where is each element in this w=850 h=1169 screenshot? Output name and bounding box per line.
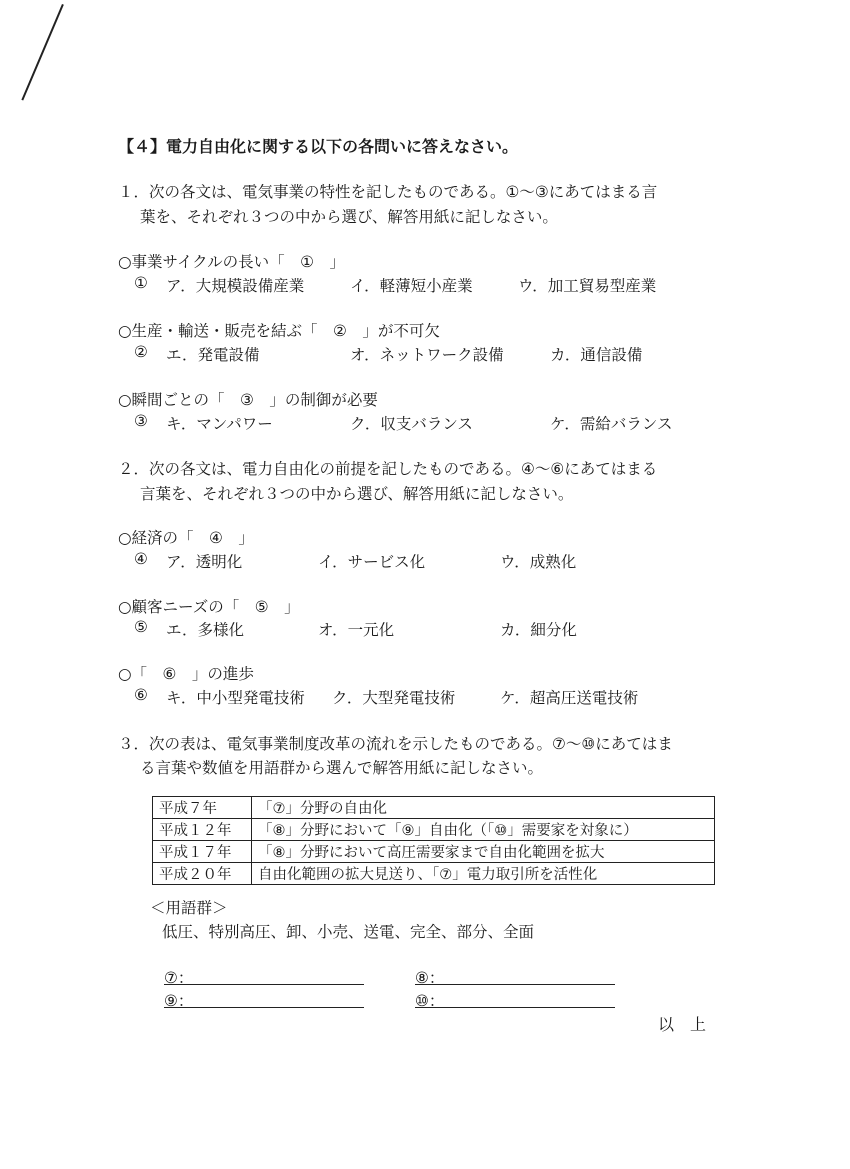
answer-blank-label: ⑩：: [415, 992, 445, 1010]
answer-blank-label: ⑦：: [164, 969, 194, 987]
q2-line1: ２．次の各文は、電力自由化の前提を記したものである。④～⑥にあてはまる: [118, 460, 658, 478]
answer-blank-line: [415, 1007, 615, 1008]
q1-item2-stem: ○生産・輸送・販売を結ぶ「 ② 」が不可欠: [118, 322, 440, 340]
scan-mark: [21, 4, 63, 101]
option: エ．発電設備: [166, 346, 260, 364]
option: カ．細分化: [500, 621, 577, 639]
option: ア．透明化: [166, 553, 243, 571]
option: オ．ネットワーク設備: [350, 346, 504, 364]
q2-item2-stem: ○顧客ニーズの「 ⑤ 」: [118, 598, 300, 616]
option: ク．大型発電技術: [332, 689, 456, 707]
option-number: ⑤: [134, 618, 148, 636]
option: キ．中小型発電技術: [166, 689, 305, 707]
glossary-heading: ＜用語群＞: [150, 899, 228, 917]
option: ケ．需給バランス: [550, 415, 673, 433]
table-cell-desc: 「⑧」分野において「⑨」自由化（「⑩」需要家を対象に）: [252, 819, 715, 841]
q2-item3-stem: ○「 ⑥ 」の進歩: [118, 665, 254, 683]
table-row: [153, 863, 715, 885]
option-number: ①: [134, 274, 148, 292]
answer-blank-line: [164, 984, 364, 985]
table-row: [153, 797, 715, 819]
answer-blank-line: [164, 1007, 364, 1008]
option: エ．多様化: [166, 621, 244, 639]
q1-line1: １．次の各文は、電気事業の特性を記したものである。①～③にあてはまる言: [118, 183, 658, 201]
table-cell-era: 平成１７年: [153, 841, 252, 863]
table-cell-era: 平成２０年: [153, 863, 252, 885]
q1-item1-stem: ○事業サイクルの長い「 ① 」: [118, 253, 346, 271]
option: ウ．加工貿易型産業: [518, 277, 657, 295]
closing-mark: 以 上: [658, 1015, 707, 1034]
q3-line2: る言葉や数値を用語群から選んで解答用紙に記しなさい。: [140, 759, 544, 777]
option: ア．大規模設備産業: [166, 277, 305, 295]
answer-blank-label: ⑨：: [164, 992, 194, 1010]
q1-item3-stem: ○瞬間ごとの「 ③ 」の制御が必要: [118, 391, 378, 409]
option: キ．マンパワー: [166, 415, 273, 433]
q1-line2: 葉を、それぞれ３つの中から選び、解答用紙に記しなさい。: [140, 208, 558, 226]
answer-blank-line: [415, 984, 615, 985]
q3-line1: ３．次の表は、電気事業制度改革の流れを示したものである。⑦～⑩にあてはま: [118, 735, 673, 753]
table-cell-desc: 自由化範囲の拡大見送り、「⑦」電力取引所を活性化: [252, 863, 715, 885]
table-row: [153, 819, 715, 841]
q2-line2: 言葉を、それぞれ３つの中から選び、解答用紙に記しなさい。: [140, 485, 574, 503]
option: ク．収支バランス: [350, 415, 473, 433]
table-cell-desc: 「⑦」分野の自由化: [252, 797, 715, 819]
option: ケ．超高圧送電技術: [500, 689, 639, 707]
reform-timeline-table: [152, 796, 715, 885]
option: イ．軽薄短小産業: [350, 277, 473, 295]
q2-item1-stem: ○経済の「 ④ 」: [118, 529, 254, 547]
option: イ．サービス化: [318, 553, 426, 571]
section-title: 【４】電力自由化に関する以下の各問いに答えなさい。: [118, 137, 519, 156]
option-number: ⑥: [134, 686, 148, 704]
option-number: ④: [134, 550, 148, 568]
table-cell-desc: 「⑧」分野において高圧需要家まで自由化範囲を拡大: [252, 841, 715, 863]
table-cell-era: 平成７年: [153, 797, 252, 819]
option: ウ．成熟化: [500, 553, 577, 571]
option-number: ②: [134, 343, 148, 361]
option-number: ③: [134, 412, 148, 430]
answer-blank-label: ⑧：: [415, 969, 445, 987]
option: オ．一元化: [318, 621, 395, 639]
glossary-terms: 低圧、特別高圧、卸、小売、送電、完全、部分、全面: [162, 923, 535, 941]
table-row: [153, 841, 715, 863]
table-cell-era: 平成１２年: [153, 819, 252, 841]
option: カ．通信設備: [550, 346, 643, 364]
